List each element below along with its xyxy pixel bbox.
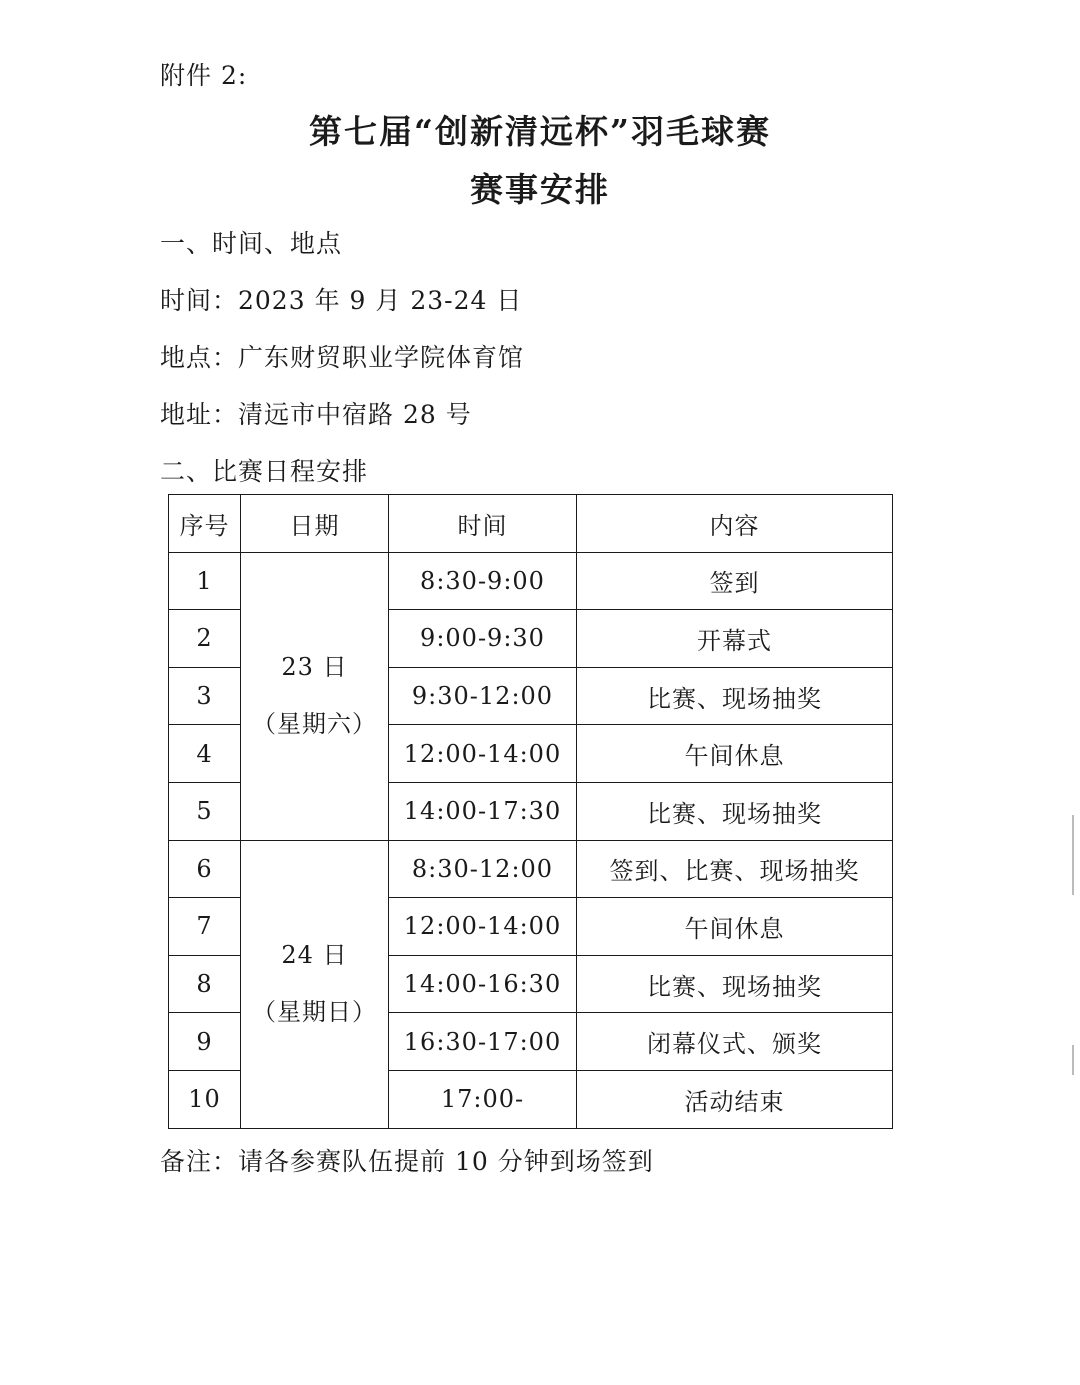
row-no: 9: [169, 1013, 241, 1071]
row-no: 4: [169, 725, 241, 783]
section2-heading: 二、比赛日程安排: [160, 457, 369, 486]
row-no: 3: [169, 667, 241, 725]
row-time: 9:30-12:00: [389, 667, 577, 725]
header-date: 日期: [241, 495, 389, 553]
header-no: 序号: [169, 495, 241, 553]
date-cell-day1: [241, 552, 389, 840]
table-header-row: [169, 495, 893, 553]
table-row: [169, 552, 893, 610]
row-time: 8:30-12:00: [389, 840, 577, 898]
row-time: 12:00-14:00: [389, 725, 577, 783]
row-no: 6: [169, 840, 241, 898]
row-no: 8: [169, 955, 241, 1013]
row-content: 闭幕仪式、颁奖: [577, 1013, 893, 1071]
footnote: 备注：请各参赛队伍提前 10 分钟到场签到: [160, 1147, 654, 1176]
event-venue: 地点：广东财贸职业学院体育馆: [160, 343, 525, 372]
event-address: 地址：清远市中宿路 28 号: [160, 400, 472, 429]
schedule-table: [168, 494, 893, 1129]
row-content: 签到: [577, 552, 893, 610]
row-content: 签到、比赛、现场抽奖: [577, 840, 893, 898]
day1-weekday: （星期六）: [252, 710, 377, 739]
row-time: 8:30-9:00: [389, 552, 577, 610]
row-content: 比赛、现场抽奖: [577, 782, 893, 840]
row-time: 16:30-17:00: [389, 1013, 577, 1071]
row-content: 开幕式: [577, 610, 893, 668]
day1-date: 23 日: [281, 653, 348, 682]
header-time: 时间: [389, 495, 577, 553]
row-no: 5: [169, 782, 241, 840]
date-cell-day2: [241, 840, 389, 1128]
document-title: 第七届“创新清远杯”羽毛球赛: [309, 112, 771, 151]
row-content: 午间休息: [577, 725, 893, 783]
row-time: 17:00-: [389, 1070, 577, 1128]
row-time: 14:00-16:30: [389, 955, 577, 1013]
attachment-label: 附件 2:: [160, 61, 248, 90]
event-time: 时间：2023 年 9 月 23-24 日: [160, 286, 523, 315]
row-no: 1: [169, 552, 241, 610]
header-content: 内容: [577, 495, 893, 553]
day2-weekday: （星期日）: [252, 998, 377, 1027]
row-content: 比赛、现场抽奖: [577, 667, 893, 725]
row-no: 2: [169, 610, 241, 668]
row-time: 9:00-9:30: [389, 610, 577, 668]
section1-heading: 一、时间、地点: [160, 229, 343, 258]
row-content: 比赛、现场抽奖: [577, 955, 893, 1013]
scan-edge-mark: [1072, 1045, 1074, 1075]
row-no: 10: [169, 1070, 241, 1128]
row-no: 7: [169, 898, 241, 956]
row-content: 活动结束: [577, 1070, 893, 1128]
scan-edge-mark: [1072, 815, 1074, 895]
row-content: 午间休息: [577, 898, 893, 956]
row-time: 12:00-14:00: [389, 898, 577, 956]
document-subtitle: 赛事安排: [470, 170, 610, 209]
row-time: 14:00-17:30: [389, 782, 577, 840]
table-row: [169, 840, 893, 898]
day2-date: 24 日: [281, 941, 348, 970]
